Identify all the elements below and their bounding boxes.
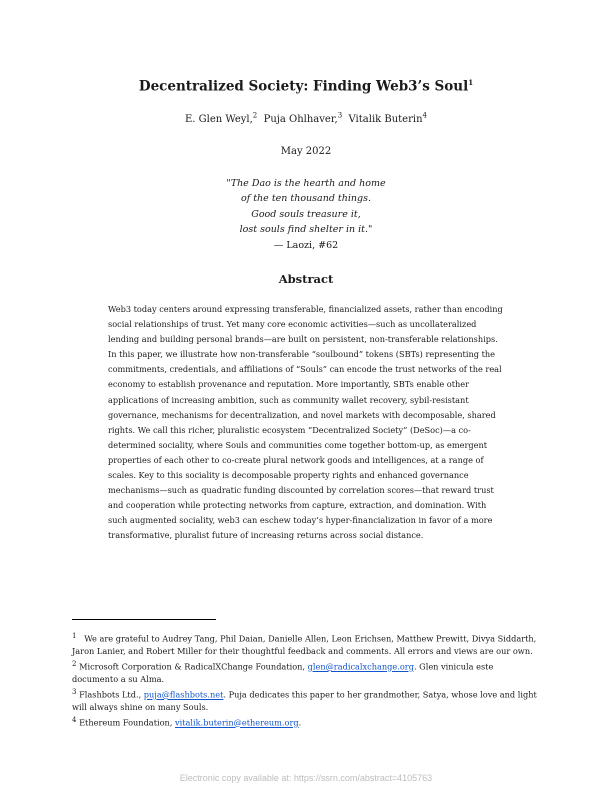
paper-title xyxy=(0,78,612,95)
author-footnote-mark[interactable]: 2 xyxy=(252,112,258,120)
footnote-4: $^4$ Ethereum Foundation, vitalik.buterin@ethereum.org. xyxy=(72,715,302,728)
author: Puja Ohlhaver,$^3$ xyxy=(263,112,343,126)
footnote-3: $^3$ Flashbots Ltd., puja@flashbots.net. Puja dedicates this paper to her grandmother, Satya, whose love and light will always shine on many Souls. xyxy=(72,687,537,713)
footnotes xyxy=(72,630,540,729)
author: Vitalik Buterin$^4$ xyxy=(348,112,427,126)
author: E. Glen Weyl,$^2$ xyxy=(184,112,258,126)
title-footnote-mark[interactable]: 1 xyxy=(468,78,474,87)
email-link[interactable]: puja@flashbots.net xyxy=(143,689,224,700)
footnote-divider xyxy=(72,619,216,620)
footnote-1: $^1$ We are grateful to Audrey Tang, Phil Daian, Danielle Allen, Leon Erichsen, Matthew Prewitt, Divya Siddarth, Jaron Lanier, and Robert Miller for their thoughtful feedback and comments. All errors and views are our own. xyxy=(72,632,537,657)
ssrn-watermark: Electronic copy available at: https://ssrn.com/abstract=4105763 xyxy=(179,773,433,783)
title-text: Decentralized Society: Finding Web3’s Soul xyxy=(138,78,469,95)
email-link[interactable]: glen@radicalxchange.org xyxy=(307,661,414,672)
epigraph-line: lost souls find shelter in it." xyxy=(239,224,373,236)
footnote-2: $^2$ Microsoft Corporation & RadicalXChange Foundation, glen@radicalxchange.org. Glen vinicula este documento a su Alma. xyxy=(72,659,494,685)
author-list xyxy=(0,112,612,125)
epigraph-line: "The Dao is the hearth and home xyxy=(226,178,386,189)
epigraph xyxy=(0,176,612,253)
author-footnote-mark[interactable]: 3 xyxy=(337,112,343,120)
abstract-body: Web3 today centers around expressing transferable, financialized assets, rather than encoding social relationships of trust. Yet many core economic activities—such as uncollateralized lending and building personal brands—are built on persistent, non-transferable relationships. In this paper, we illustrate how non-transferable “soulbound” tokens (SBTs) representing the commitments, credentials, and affiliations of “Souls” can encode the trust networks of the real economy to establish provenance and reputation. More importantly, SBTs enable other applications of increasing ambition, such as community wallet recovery, sybil-resistant governance, mechanisms for decentralization, and novel markets with decomposable, shared rights. We call this richer, pluralistic ecosystem “Decentralized Society” (DeSoc)—a co-determined sociality, where Souls and communities come together bottom-up, as emergent properties of each other to co-create plural network goods and intelligences, at a range of scales. Key to this sociality is decomposable property rights and enhanced governance mechanisms—such as quadratic funding discounted by correlation scores—that reward trust and cooperation while protecting networks from capture, extraction, and domination. With such augmented sociality, web3 can eschew today’s hyper-financialization in favor of a more transformative, pluralist future of increasing returns across social distance. xyxy=(108,304,503,541)
epigraph-attribution: — Laozi, #62 xyxy=(273,239,339,251)
author-footnote-mark[interactable]: 4 xyxy=(422,112,427,120)
epigraph-line: Good souls treasure it, xyxy=(251,208,361,220)
abstract-heading: Abstract xyxy=(278,272,334,286)
email-link[interactable]: vitalik.buterin@ethereum.org xyxy=(175,717,299,728)
publication-date: May 2022 xyxy=(280,146,332,157)
epigraph-line: of the ten thousand things. xyxy=(240,193,371,205)
